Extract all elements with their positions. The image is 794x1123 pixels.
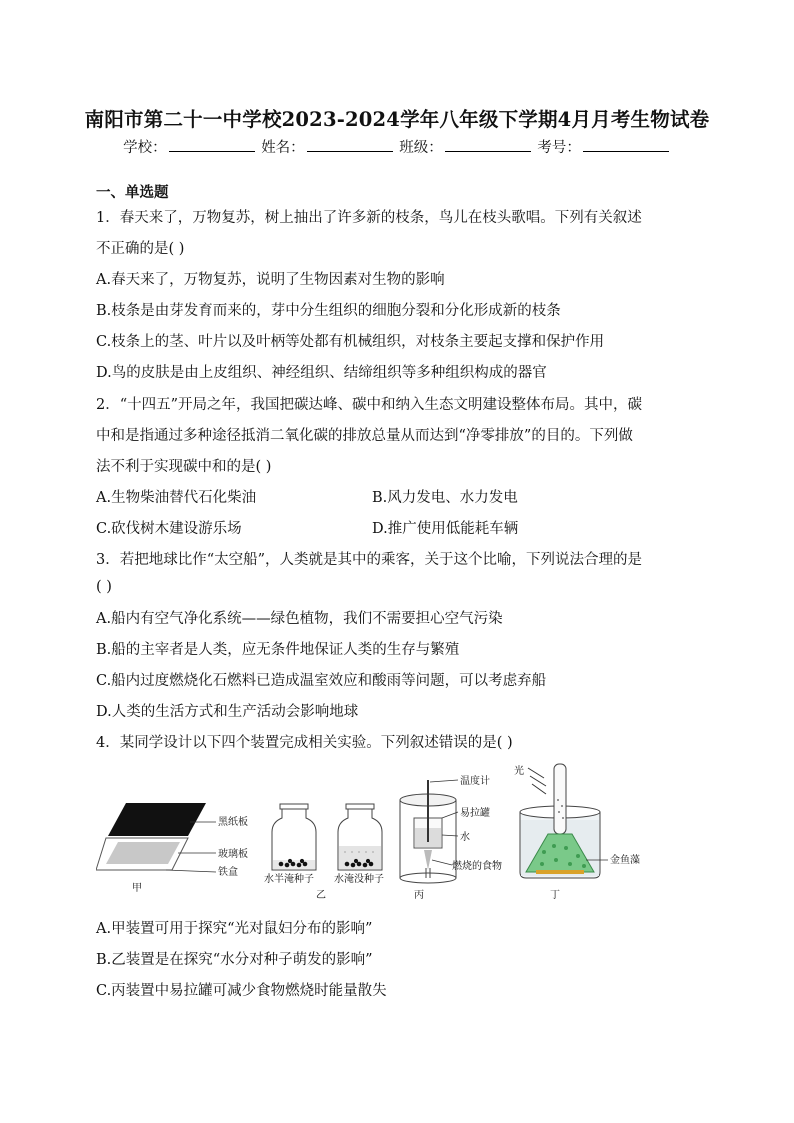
apparatus-yi bbox=[264, 804, 384, 901]
number-label: 考号： bbox=[537, 140, 581, 156]
q1-option-a: A.春天来了，万物复苏，说明了生物因素对生物的影响 bbox=[96, 272, 445, 288]
test-tube-shape bbox=[554, 764, 566, 834]
bing-label: 丙 bbox=[414, 890, 424, 901]
class-blank[interactable] bbox=[445, 139, 531, 152]
name-blank[interactable] bbox=[307, 139, 393, 152]
q3-stem-line1: 3．若把地球比作“太空船”，人类就是其中的乘客，关于这个比喻，下列说法合理的是 bbox=[96, 552, 643, 568]
glass-board-label: 玻璃板 bbox=[218, 849, 248, 860]
name-label: 姓名： bbox=[261, 140, 305, 156]
iron-box-label: 铁盒 bbox=[218, 867, 238, 878]
q3-stem-line2: ( ) bbox=[96, 579, 112, 595]
black-board-label: 黑纸板 bbox=[218, 817, 248, 828]
apparatus-jia bbox=[96, 803, 248, 894]
school-blank[interactable] bbox=[169, 139, 255, 152]
q2-stem-line1: 2．“十四五”开局之年，我国把碳达峰、碳中和纳入生态文明建设整体布局。其中，碳 bbox=[96, 397, 643, 413]
half-seeds-label: 水半淹种子 bbox=[264, 874, 314, 885]
yi-label: 乙 bbox=[316, 890, 326, 901]
q1-stem-line1: 1．春天来了，万物复苏，树上抽出了许多新的枝条，鸟儿在枝头歌唱。下列有关叙述 bbox=[96, 210, 642, 226]
apparatus-bing bbox=[400, 774, 502, 901]
class-label: 班级： bbox=[399, 140, 443, 156]
food-label: 燃烧的食物 bbox=[452, 861, 502, 872]
q2-option-d: D.推广使用低能耗车辆 bbox=[372, 521, 519, 537]
black-board-shape bbox=[108, 803, 206, 836]
ding-label: 丁 bbox=[550, 890, 560, 901]
q3-option-c: C.船内过度燃烧化石燃料已造成温室效应和酸雨等问题，可以考虑弃船 bbox=[96, 673, 547, 689]
experiment-figure bbox=[96, 760, 696, 910]
light-label: 光 bbox=[514, 766, 524, 777]
student-info-line bbox=[0, 136, 794, 157]
q3-option-a: A.船内有空气净化系统——绿色植物，我们不需要担心空气污染 bbox=[96, 611, 503, 627]
can-label: 易拉罐 bbox=[460, 808, 490, 819]
q1-option-c: C.枝条上的茎、叶片以及叶柄等处都有机械组织，对枝条主要起支撑和保护作用 bbox=[96, 334, 605, 350]
q4-option-a: A.甲装置可用于探究“光对鼠妇分布的影响” bbox=[96, 921, 373, 937]
q3-option-d: D.人类的生活方式和生产活动会影响地球 bbox=[96, 704, 359, 720]
q2-option-c: C.砍伐树木建设游乐场 bbox=[96, 521, 242, 537]
water-label: 水 bbox=[460, 832, 470, 843]
glass-board-shape bbox=[106, 842, 180, 864]
q2-option-b: B.风力发电、水力发电 bbox=[372, 490, 518, 506]
jia-label: 甲 bbox=[132, 883, 142, 894]
q4-stem: 4．某同学设计以下四个装置完成相关实验。下列叙述错误的是( ) bbox=[96, 735, 513, 751]
plant-label: 金鱼藻 bbox=[610, 855, 640, 866]
school-label: 学校： bbox=[123, 140, 167, 156]
q2-stem-line2: 中和是指通过多种途径抵消二氧化碳的排放总量从而达到“净零排放”的目的。下列做 bbox=[96, 428, 633, 444]
apparatus-ding bbox=[514, 764, 640, 901]
q3-option-b: B.船的主宰者是人类，应无条件地保证人类的生存与繁殖 bbox=[96, 642, 460, 658]
q2-option-a: A.生物柴油替代石化柴油 bbox=[96, 490, 257, 506]
q4-option-c: C.丙装置中易拉罐可减少食物燃烧时能量散失 bbox=[96, 983, 387, 999]
q1-option-b: B.枝条是由芽发育而来的，芽中分生组织的细胞分裂和分化形成新的枝条 bbox=[96, 303, 561, 319]
thermometer-label: 温度计 bbox=[460, 776, 490, 787]
section-heading: 一、单选题 bbox=[96, 184, 169, 201]
q1-stem-line2: 不正确的是( ) bbox=[96, 241, 185, 257]
q2-stem-line3: 法不利于实现碳中和的是( ) bbox=[96, 459, 272, 475]
q4-option-b: B.乙装置是在探究“水分对种子萌发的影响” bbox=[96, 952, 373, 968]
q1-option-d: D.鸟的皮肤是由上皮组织、神经组织、结缔组织等多种组织构成的器官 bbox=[96, 365, 547, 381]
number-blank[interactable] bbox=[583, 139, 669, 152]
full-seeds-label: 水淹没种子 bbox=[334, 874, 384, 885]
page-title: 南阳市第二十一中学校2023-2024学年八年级下学期4月月考生物试卷 bbox=[84, 108, 710, 131]
